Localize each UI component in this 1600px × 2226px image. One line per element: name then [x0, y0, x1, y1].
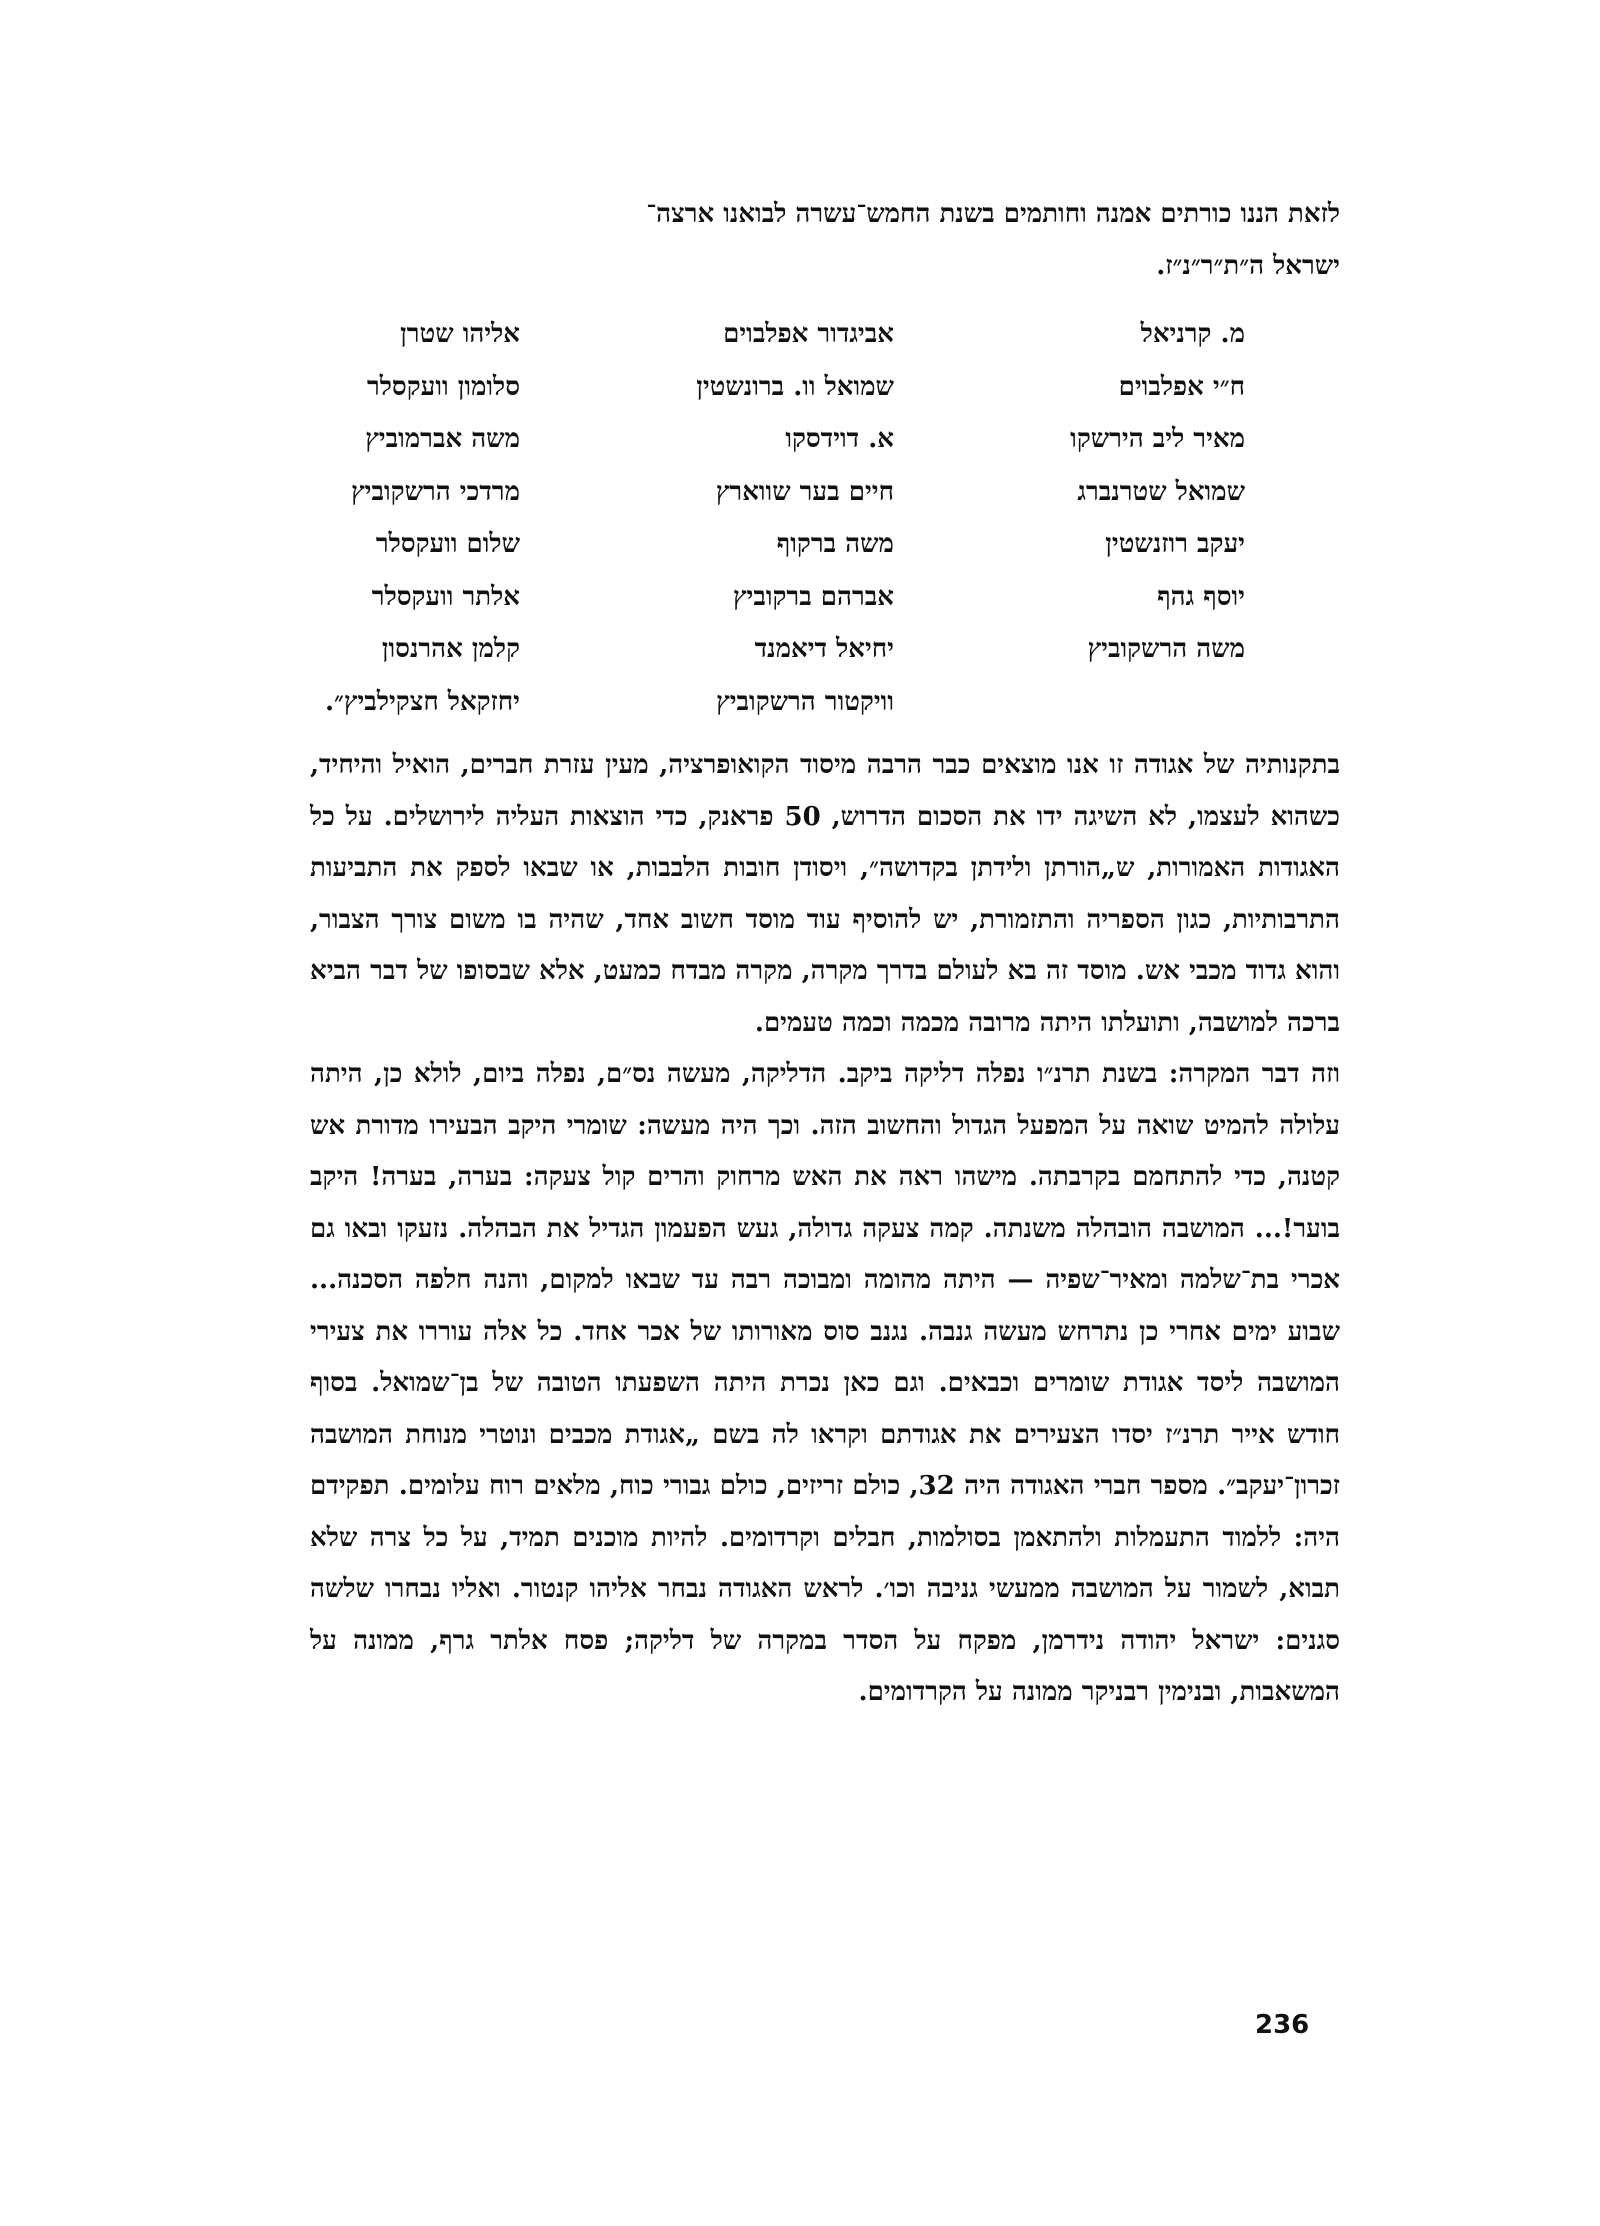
signatory-name: משה אברמוביץ [365, 424, 520, 454]
signatory-name: אלתר וועקסלר [371, 581, 520, 612]
signatories-column-3 [325, 308, 520, 728]
signatory-name: שלום וועקסלר [375, 529, 520, 559]
signatory-name: משה ברקוף [776, 529, 894, 559]
paragraph-cooperative: בתקנותיה של אגודה זו אנו מוצאים כבר הרבה מיסוד הקואופרציה, מעין עזרת חברים, הואיל והיחיד, כשהוא לעצמו, לא השיגה ידו את הסכום הדרוש, 50 פראנק, כדי הוצאות העליה לירושלים. על כל האגודות האמורות, ש„הורתן ולידתן בקדושה״, ויסודן חובות הלבבות, או שבאו לספק את התביעות התרבותיות, כגון הספריה והתזמורת, יש להוסיף עוד מוסד חשוב אחד, שהיה בו משום צורך הצבור, והוא גדוד מכבי אש. מוסד זה בא לעולם בדרך מקרה, מקרה מבדח כמעט, אלא שבסופו של דבר הביא ברכה למושבה, ותועלתו היתה מרובה מכמה וכמה טעמים. [310, 750, 1340, 1038]
paragraph-fire-incident: וזה דבר המקרה: בשנת תרנ״ו נפלה דליקה ביקב. הדליקה, מעשה נס״ם, נפלה ביום, לולא כן, היתה עלולה להמיט שואה על המפעל הגדול והחשוב הזה. וכך היה מעשה: שומרי היקב הבעירו מדורת אש קטנה, כדי להתחמם בקרבתה. מישהו ראה את האש מרחוק והרים קול צעקה: בערה, בערה! היקב בוער!... המושבה הובהלה משנתה. קמה צעקה גדולה, געש הפעמון הגדיל את הבהלה. נזעקו ובאו גם אכרי בת־שלמה ומאיר־שפיה — היתה מהומה ומבוכה רבה עד שבאו למקום, והנה חלפה הסכנה... שבוע ימים אחרי כן נתרחש מעשה גנבה. נגנב סוס מאורותו של אכר אחד. כל אלה עוררו את צעירי המושבה ליסד אגודת שומרים וכבאים. וגם כאן נכרת היתה השפעתו הטובה של בן־שמואל. בסוף חודש אייר תרנ״ז יסדו הצעירים את אגודתם וקראו לה בשם „אגודת מכבים ונוטרי מנוחת המושבה זכרון־יעקב״. מספר חברי האגודה היה 32, כולם זריזים, כולם גבורי כוח, מלאים רוח עלומים. תפקידם היה: ללמוד התעמלות ולהתאמן בסולמות, חבלים וקרדומים. להיות מוכנים תמיד, על כל צרה שלא תבוא, לשמור על המושבה ממעשי גניבה וכו׳. לראש האגודה נבחר אליהו קנטור. ואליו נבחרו שלשה סגנים: ישראל יהודה נידרמן, מפקח על הסדר במקרה של דליקה; פסח אלתר גרף, ממונה על המשאבות, ובנימין רבניקר ממונה על הקרדומים. [310, 1059, 1340, 1707]
signatory-name: וויקטור הרשקוביץ [716, 686, 894, 717]
signatory-name: קלמן אהרנסון [381, 634, 520, 664]
signatory-name: סלומון וועקסלר [366, 371, 520, 402]
signatory-name: אליהו שטרן [400, 319, 520, 349]
intro-line-2: ישראל ה״ת״ר״נ״ז. [1156, 251, 1340, 281]
signatories-column-1 [1070, 308, 1245, 728]
signatory-name: ח״י אפלבוים [1118, 371, 1245, 402]
signatory-name: יחזקאל חצקילביץ״. [325, 686, 520, 717]
signatory-name: חיים בער שווארץ [715, 476, 894, 507]
signatory-name: יוסף גהף [1157, 581, 1245, 612]
page-number: 236 [1255, 2010, 1310, 2040]
signatory-name: שמואל שטרנברג [1077, 476, 1245, 507]
signatory-name: יעקב רוזנשטין [1105, 529, 1245, 559]
signatories-list [325, 308, 1245, 728]
signatory-name: מאיר ליב הירשקו [1070, 424, 1245, 454]
intro-line-1: לזאת הננו כורתים אמנה וחותמים בשנת החמש־עשרה לבואנו ארצה־ [646, 199, 1340, 229]
signatories-column-2 [696, 308, 894, 728]
signatory-name: שמואל וו. ברונשטין [696, 371, 894, 402]
signatory-name: מ. קרניאל [1140, 319, 1245, 349]
body-text [310, 740, 1340, 1719]
signatory-name: א. דוידסקו [785, 424, 894, 454]
intro-text [310, 188, 1340, 292]
signatory-name: מרדכי הרשקוביץ [351, 476, 520, 507]
signatory-name: אביגדור אפלבוים [723, 319, 894, 349]
signatory-name: אברהם ברקוביץ [732, 581, 894, 612]
signatory-name: יחיאל דיאמנד [754, 634, 894, 664]
signatory-name: משה הרשקוביץ [1087, 634, 1245, 664]
